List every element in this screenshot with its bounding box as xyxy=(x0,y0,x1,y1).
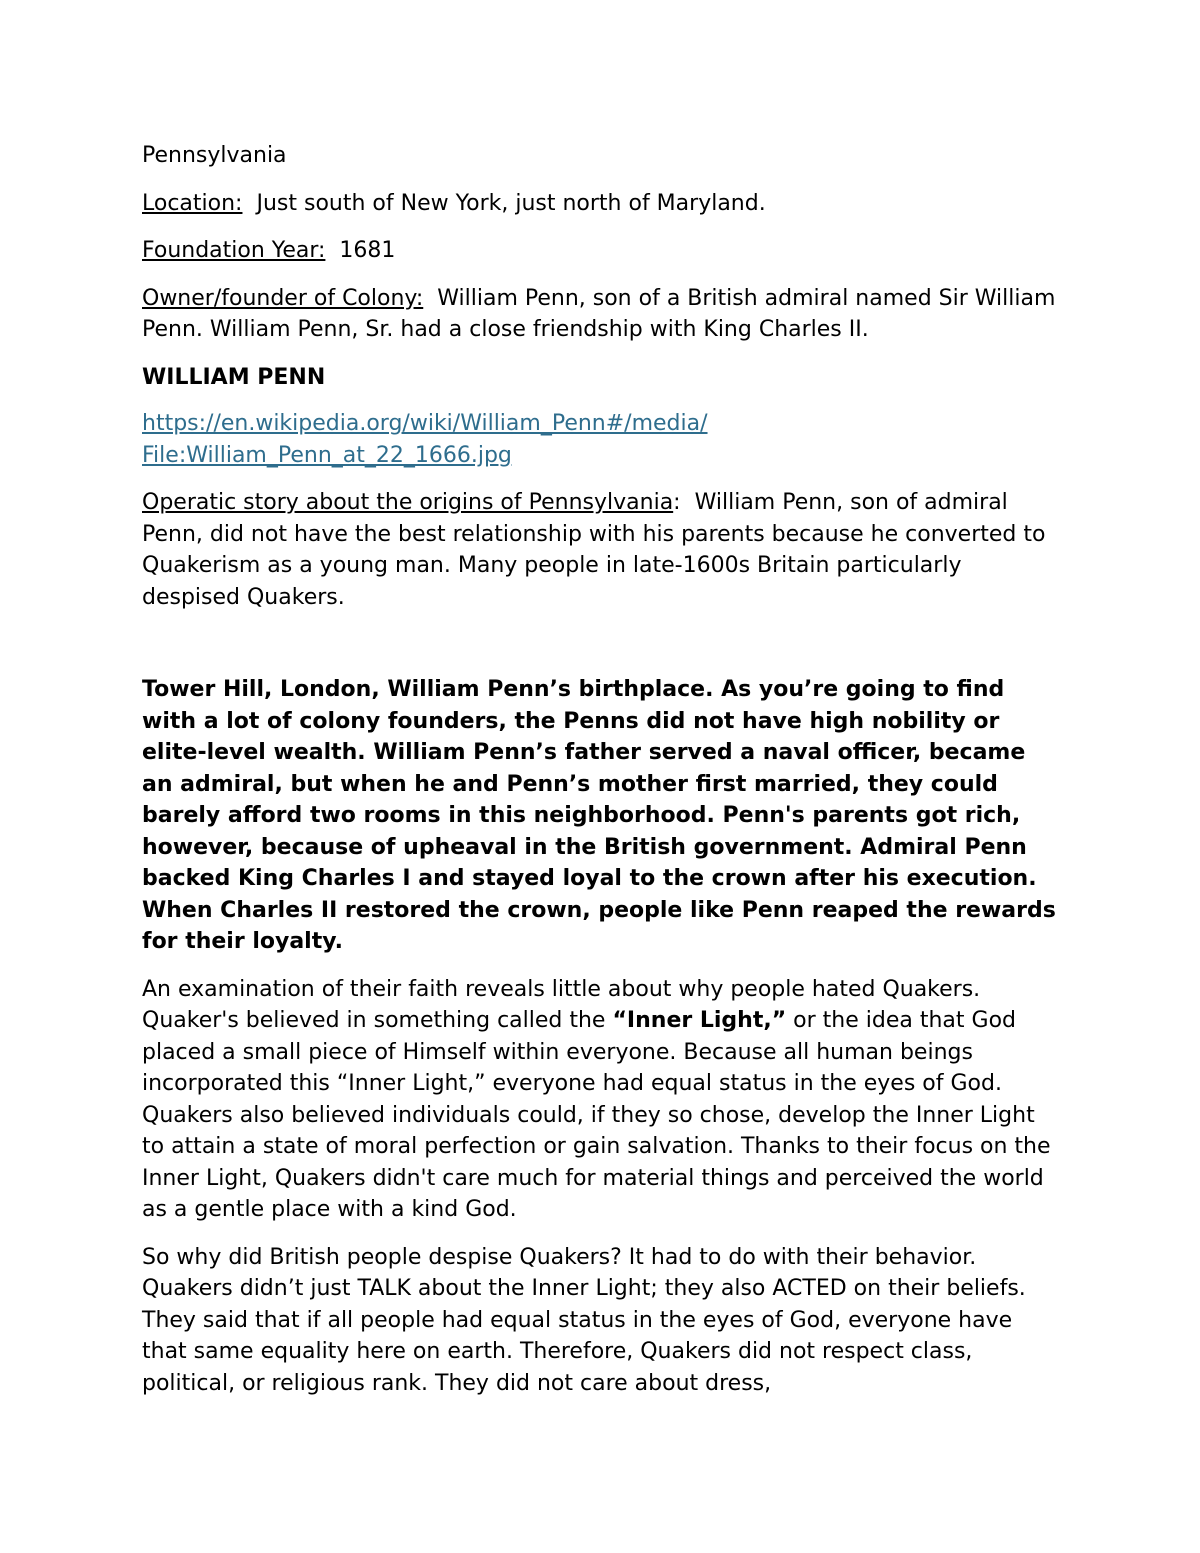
foundation-year-field xyxy=(142,235,1060,267)
operatic-story-colon: : xyxy=(673,490,681,515)
location-label: Location: xyxy=(142,190,243,216)
foundation-year-value: 1681 xyxy=(339,238,396,263)
wikipedia-link[interactable] xyxy=(142,408,1060,471)
faith-text-after: or the idea that God placed a small piece of Himself within everyone. Because all human beings incorporated this “Inner Light,” everyone had equal status in the eyes of God. Quakers also believed individuals could, if they so chose, develop the Inner Light to attain a state of moral perfection or gain salvation. Thanks to their focus on the Inner Light, Quakers didn't care much for material things and perceived the world as a gentle place with a kind God. xyxy=(142,1008,1051,1222)
faith-text-before: An examination of their faith reveals little about why people hated Quakers. Quaker's believed in something called the xyxy=(142,976,981,1033)
operatic-story-paragraph xyxy=(142,487,1060,613)
faith-paragraph xyxy=(142,974,1060,1226)
location-value: Just south of New York, just north of Maryland. xyxy=(256,190,766,216)
owner-field xyxy=(142,283,1060,346)
owner-label: Owner/founder of Colony: xyxy=(142,285,424,311)
despise-paragraph: So why did British people despise Quakers? It had to do with their behavior. Quakers didn’t just TALK about the Inner Light; they also ACTED on their beliefs. They said that if all people had equal status in the eyes of God, everyone have that same equality here on earth. Therefore, Quakers did not respect class, political, or religious rank. They did not care about dress, xyxy=(142,1244,1026,1396)
inner-light-term: “Inner Light,” xyxy=(612,1008,787,1033)
tower-hill-paragraph: Tower Hill, London, William Penn’s birthplace. As you’re going to find with a lot of colony founders, the Penns did not have high nobility or elite-level wealth. William Penn’s father served a naval officer, became an admiral, but when he and Penn’s mother first married, they could barely afford two rooms in this neighborhood. Penn's parents got rich, however, because of upheaval in the British government. Admiral Penn backed King Charles I and stayed loyal to the crown after his execution. When Charles II restored the crown, people like Penn reaped the rewards for their loyalty. xyxy=(142,677,1056,954)
wikipedia-link-line-2: File:William_Penn_at_22_1666.jpg xyxy=(142,442,512,468)
operatic-story-label: Operatic story about the origins of Pennsylvania xyxy=(142,490,674,515)
operatic-story-text: William Penn, son of admiral Penn, did not have the best relationship with his parents because he converted to Quakerism as a young man. Many people in late-1600s Britain particularly despised Quakers. xyxy=(142,490,1046,610)
document-title: Pennsylvania xyxy=(142,143,287,168)
william-penn-heading: WILLIAM PENN xyxy=(142,364,326,390)
owner-value: William Penn, son of a British admiral named Sir William Penn. William Penn, Sr. had a close friendship with King Charles II. xyxy=(142,285,1056,342)
location-field xyxy=(142,188,1060,220)
wikipedia-link-line-1: https://en.wikipedia.org/wiki/William_Penn#/media/ xyxy=(142,411,708,436)
wikipedia-link-block xyxy=(142,408,1060,471)
foundation-year-label: Foundation Year: xyxy=(142,238,326,263)
